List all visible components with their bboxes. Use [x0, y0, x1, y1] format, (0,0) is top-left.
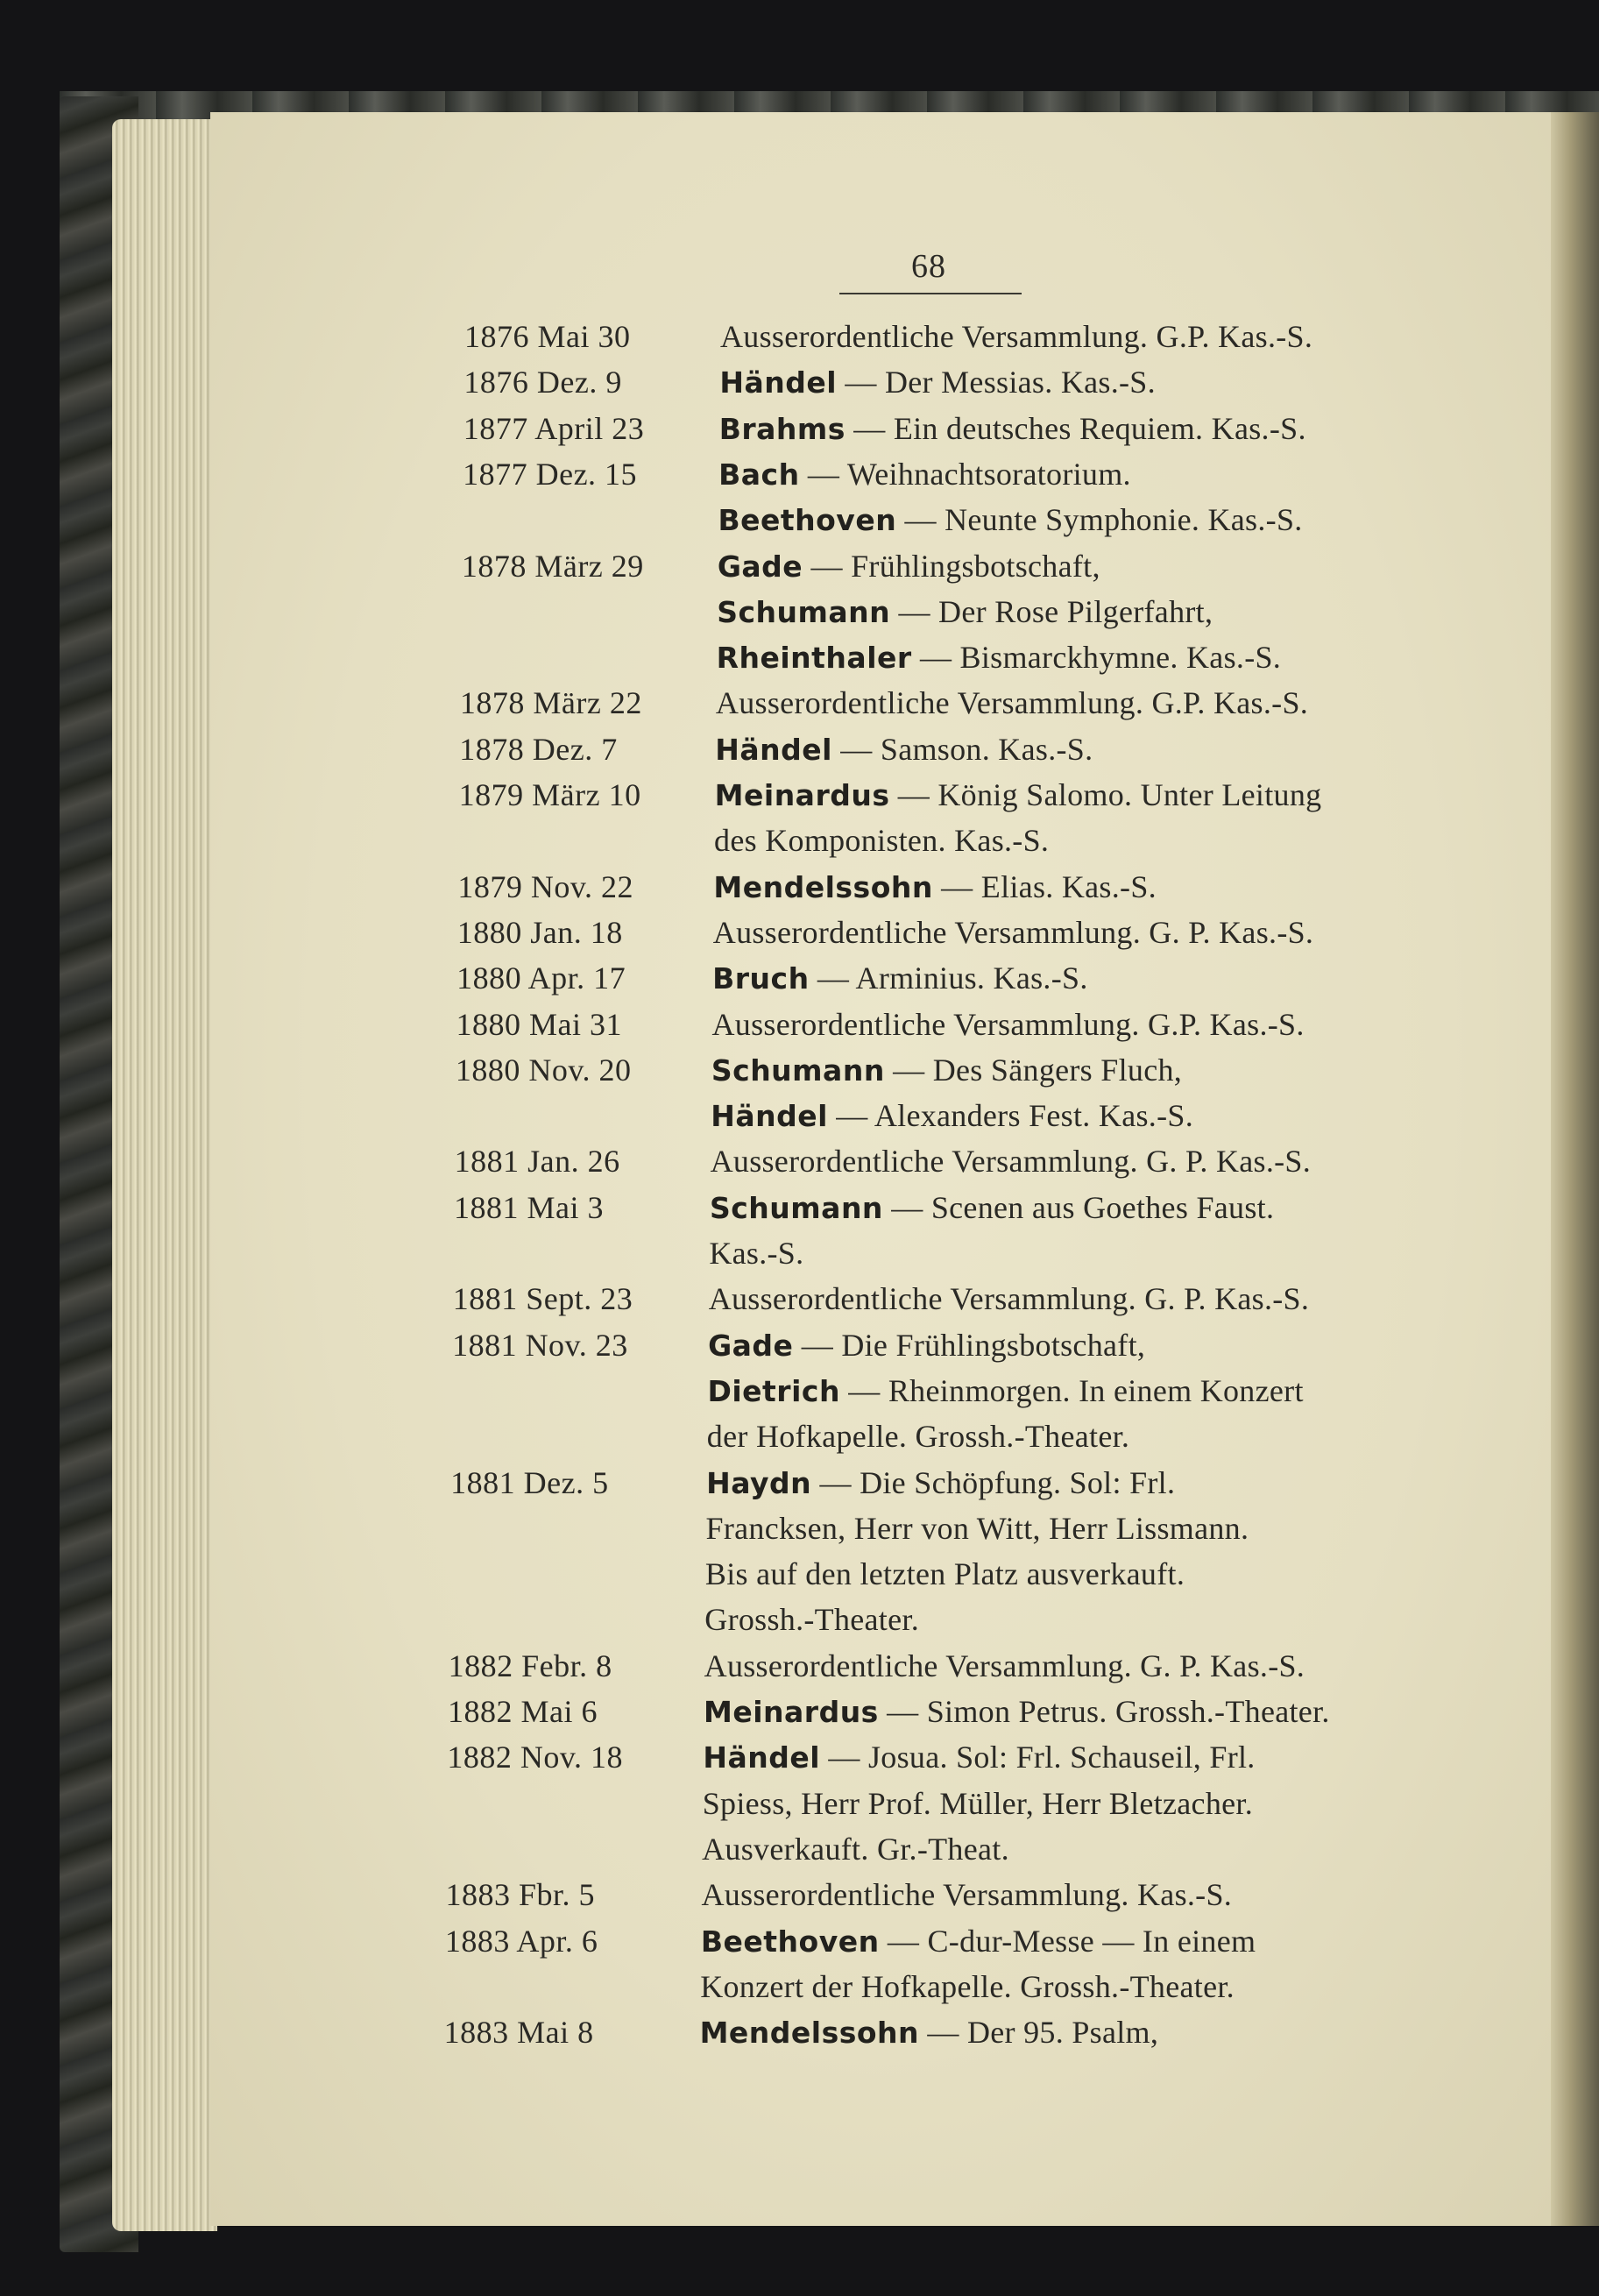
- concert-program-line: [703, 1781, 1253, 1826]
- concert-entry: [0, 1276, 1599, 1322]
- program-text: Francksen, Herr von Witt, Herr Lissmann.: [705, 1510, 1249, 1546]
- concert-entry: [0, 680, 1599, 726]
- concert-entry-continuation: [0, 1093, 1599, 1138]
- composer-name: Meinardus: [704, 1695, 879, 1729]
- concert-date: 1882 Mai 6: [448, 1694, 598, 1729]
- composer-name: Meinardus: [714, 778, 890, 812]
- concert-date: 1882 Febr. 8: [448, 1648, 612, 1683]
- concert-entry: [0, 1460, 1599, 1506]
- concert-program-line: [711, 1093, 1193, 1139]
- program-text: — Neunte Symphonie. Kas.-S.: [896, 502, 1303, 538]
- program-text: des Komponisten. Kas.-S.: [714, 823, 1050, 859]
- concert-entry-continuation: [0, 818, 1599, 863]
- concert-program-line: [717, 589, 1213, 635]
- concert-entry: [0, 864, 1599, 910]
- concert-date: 1880 Nov. 20: [455, 1052, 632, 1088]
- concert-program-line: [715, 726, 1093, 773]
- concert-program-line: [706, 1506, 1249, 1551]
- program-text: Ausserordentliche Versammlung. G. P. Kas.-S.: [704, 1648, 1305, 1683]
- composer-name: Händel: [703, 1740, 821, 1775]
- composer-name: Händel: [715, 732, 832, 767]
- concert-program-line: [701, 1918, 1256, 1965]
- concert-program-line: [704, 1689, 1330, 1735]
- program-text: Bis auf den letzten Platz ausverkauft.: [704, 1556, 1185, 1592]
- program-text: — Rheinmorgen. In einem Konzert: [839, 1372, 1304, 1408]
- composer-name: Beethoven: [718, 503, 897, 538]
- concert-entry-continuation: [0, 1597, 1599, 1642]
- program-text: Spiess, Herr Prof. Müller, Herr Bletzacher.: [702, 1785, 1254, 1821]
- concert-entry: [0, 451, 1599, 497]
- concert-date: 1878 Dez. 7: [459, 731, 618, 767]
- program-text: — König Salomo. Unter Leitung: [889, 777, 1322, 812]
- concert-date: 1881 Mai 3: [453, 1189, 604, 1225]
- program-text: Ausserordentliche Versammlung. G.P. Kas.-S.: [720, 319, 1313, 354]
- concert-program-line: [702, 1826, 1009, 1872]
- composer-name: Dietrich: [707, 1373, 840, 1408]
- concert-program-line: [711, 1047, 1182, 1094]
- program-text: — Elias. Kas.-S.: [932, 868, 1157, 904]
- concert-date: 1883 Apr. 6: [444, 1923, 598, 1959]
- program-text: — Der Messias. Kas.-S.: [837, 365, 1156, 400]
- program-text: — Alexanders Fest. Kas.-S.: [827, 1098, 1193, 1134]
- program-text: Ausserordentliche Versammlung. G.P. Kas.-S.: [711, 1006, 1305, 1042]
- program-text: Konzert der Hofkapelle. Grossh.-Theater.: [700, 1968, 1235, 2004]
- concert-date: 1881 Jan. 26: [454, 1144, 620, 1180]
- program-text: — C-dur-Messe — In einem: [879, 1923, 1256, 1959]
- concert-program-line: [707, 1414, 1129, 1459]
- program-text: Kas.-S.: [709, 1236, 804, 1271]
- composer-name: Gade: [708, 1328, 794, 1363]
- composer-name: Bruch: [712, 961, 810, 996]
- concert-date: 1879 März 10: [458, 777, 641, 812]
- program-text: — Der 95. Psalm,: [919, 2015, 1159, 2051]
- concert-program-line: [718, 543, 1100, 590]
- concert-program-line: [712, 1002, 1305, 1047]
- concert-entry-continuation: [0, 497, 1599, 542]
- concert-program-line: [719, 359, 1156, 406]
- program-text: — Die Frühlingsbotschaft,: [793, 1327, 1146, 1363]
- concert-date: 1878 März 29: [461, 548, 644, 584]
- composer-name: Brahms: [718, 411, 845, 446]
- concert-program-line: [709, 1230, 803, 1276]
- concert-program-line: [711, 1138, 1311, 1184]
- concert-entry-continuation: [0, 1551, 1599, 1597]
- concert-date: 1881 Dez. 5: [450, 1464, 609, 1500]
- concert-program-line: [708, 1322, 1145, 1369]
- composer-name: Gade: [717, 549, 803, 584]
- concert-entry: [0, 359, 1599, 405]
- concert-program-line: [709, 1276, 1309, 1322]
- concert-date: 1883 Mai 8: [443, 2015, 594, 2051]
- concert-date: 1876 Dez. 9: [463, 365, 622, 400]
- program-text: — Der Rose Pilgerfahrt,: [890, 593, 1213, 629]
- concert-entry-continuation: [0, 1414, 1599, 1459]
- program-text: Ausserordentliche Versammlung. G. P. Kas.-S.: [712, 914, 1314, 950]
- concert-program-line: [718, 451, 1131, 498]
- program-text: Ausserordentliche Versammlung. G. P. Kas.-S.: [710, 1144, 1312, 1180]
- concert-entry: [0, 1689, 1599, 1734]
- program-text: — Des Sängers Fluch,: [884, 1052, 1183, 1088]
- composer-name: Schumann: [717, 594, 891, 629]
- concert-entry: [0, 1322, 1599, 1368]
- concert-program-line: [716, 680, 1308, 726]
- concert-program-line: [700, 2009, 1159, 2056]
- concert-entry-continuation: [0, 1368, 1599, 1414]
- concert-program-line: [703, 1734, 1255, 1781]
- concert-program-line: [720, 314, 1312, 359]
- concert-program-line: [707, 1368, 1303, 1414]
- concert-entry: [0, 1643, 1599, 1689]
- concert-entry: [0, 1185, 1599, 1230]
- concert-date: 1877 April 23: [463, 410, 645, 446]
- concert-entry: [0, 772, 1599, 818]
- composer-name: Händel: [711, 1099, 828, 1134]
- composer-name: Mendelssohn: [713, 869, 933, 904]
- concert-entry: [0, 726, 1599, 772]
- concert-entry: [0, 314, 1599, 359]
- concert-date: 1882 Nov. 18: [447, 1740, 624, 1775]
- concert-entry: [0, 1734, 1599, 1780]
- concert-program-line: [718, 497, 1302, 543]
- concert-program-line: [706, 1460, 1175, 1506]
- concert-date: 1881 Nov. 23: [452, 1327, 628, 1363]
- concert-entry: [0, 2009, 1599, 2055]
- concert-date: 1881 Sept. 23: [452, 1281, 633, 1317]
- program-text: der Hofkapelle. Grossh.-Theater.: [706, 1419, 1130, 1455]
- concert-entry: [0, 1918, 1599, 1964]
- program-text: Ausverkauft. Gr.-Theat.: [702, 1831, 1009, 1867]
- concert-program-line: [714, 818, 1049, 863]
- program-text: Ausserordentliche Versammlung. G. P. Kas.-S.: [708, 1281, 1310, 1317]
- concert-program-line: [719, 406, 1306, 452]
- concert-date: 1876 Mai 30: [464, 319, 631, 354]
- program-text: — Josua. Sol: Frl. Schauseil, Frl.: [820, 1740, 1256, 1775]
- concert-program-line: [705, 1551, 1185, 1597]
- concert-program-line: [701, 1872, 1232, 1917]
- program-text: — Die Schöpfung. Sol: Frl.: [811, 1464, 1176, 1500]
- program-text: — Bismarckhymne. Kas.-S.: [911, 640, 1282, 676]
- concert-program-line: [704, 1643, 1305, 1689]
- concert-date: 1883 Fbr. 5: [445, 1877, 595, 1913]
- concert-entry-continuation: [0, 1964, 1599, 2009]
- concert-entry-continuation: [0, 1826, 1599, 1872]
- composer-name: Händel: [719, 365, 838, 400]
- concert-program-line: [713, 864, 1157, 911]
- concert-date: 1878 März 22: [459, 685, 642, 721]
- concert-entry: [0, 955, 1599, 1001]
- composer-name: Schumann: [711, 1052, 885, 1088]
- concert-date: 1880 Apr. 17: [456, 960, 626, 996]
- concert-entry-continuation: [0, 1781, 1599, 1826]
- composer-name: Mendelssohn: [699, 2016, 920, 2051]
- page-number: 68: [911, 248, 946, 285]
- program-text: — Ein deutsches Requiem. Kas.-S.: [845, 410, 1306, 446]
- concert-entry: [0, 1047, 1599, 1093]
- composer-name: Rheinthaler: [716, 641, 912, 676]
- concert-entry-continuation: [0, 589, 1599, 634]
- concert-entry: [0, 543, 1599, 589]
- concert-program-line: [704, 1597, 919, 1642]
- concert-date: 1880 Mai 31: [456, 1006, 622, 1042]
- concert-entry: [0, 406, 1599, 451]
- concert-date: 1880 Jan. 18: [456, 914, 623, 950]
- concert-program-line: [713, 910, 1313, 955]
- concert-program-line: [717, 634, 1282, 681]
- concert-entry-continuation: [0, 1506, 1599, 1551]
- concert-entry: [0, 1872, 1599, 1917]
- program-text: — Scenen aus Goethes Faust.: [882, 1189, 1275, 1225]
- composer-name: Bach: [718, 457, 800, 492]
- concert-entry: [0, 1002, 1599, 1047]
- program-text: — Frühlingsbotschaft,: [803, 548, 1100, 584]
- program-text: Ausserordentliche Versammlung. Kas.-S.: [701, 1877, 1233, 1913]
- program-text: — Samson. Kas.-S.: [832, 731, 1093, 767]
- concert-entry-continuation: [0, 1230, 1599, 1276]
- concert-program-line: [700, 1964, 1235, 2009]
- composer-name: Schumann: [709, 1190, 883, 1225]
- concert-entry-continuation: [0, 634, 1599, 680]
- concert-program-line: [712, 955, 1088, 1002]
- program-text: Grossh.-Theater.: [704, 1602, 919, 1638]
- composer-name: Beethoven: [700, 1924, 880, 1959]
- program-text: Ausserordentliche Versammlung. G.P. Kas.-S.: [715, 685, 1309, 721]
- concert-program-line: [710, 1185, 1274, 1231]
- concert-entry: [0, 910, 1599, 955]
- concert-entry: [0, 1138, 1599, 1184]
- composer-name: Haydn: [706, 1465, 812, 1500]
- concert-date: 1877 Dez. 15: [463, 456, 638, 492]
- program-text: — Arminius. Kas.-S.: [809, 960, 1088, 996]
- concert-program-line: [715, 772, 1322, 818]
- program-text: — Weihnachtsoratorium.: [799, 456, 1131, 492]
- program-text: — Simon Petrus. Grossh.-Theater.: [878, 1694, 1330, 1729]
- concert-date: 1879 Nov. 22: [457, 868, 634, 904]
